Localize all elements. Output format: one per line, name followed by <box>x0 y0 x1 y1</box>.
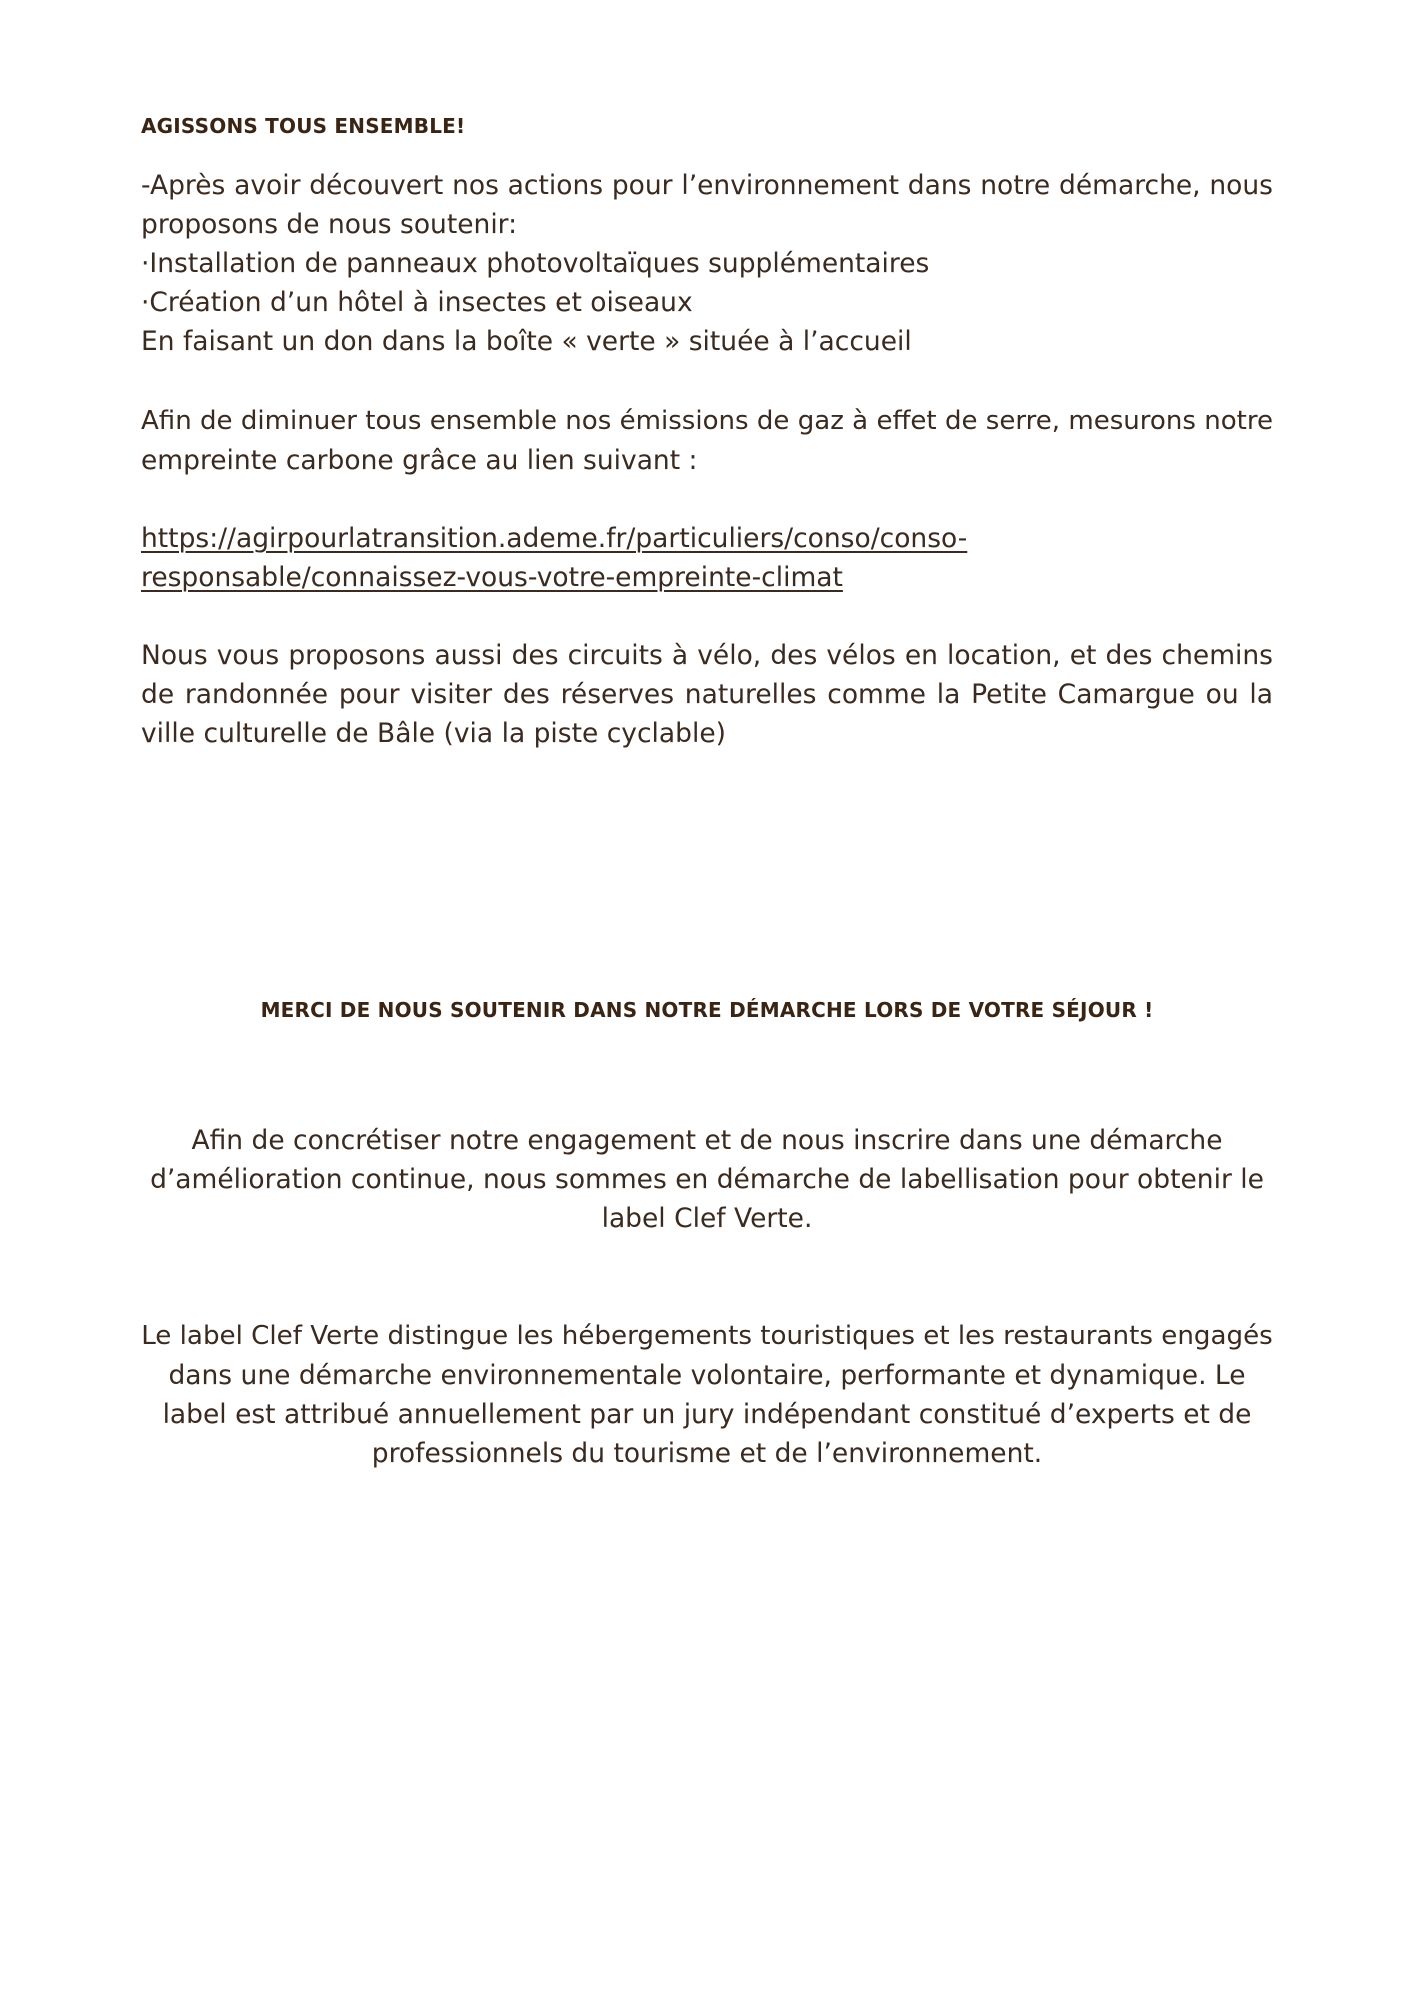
paragraph-line: professionnels du tourisme et de l’environnement. <box>371 1438 1043 1469</box>
paragraph-line: -Après avoir découvert nos actions pour l’environnement dans notre démarche, nous <box>141 170 1273 201</box>
paragraph-line: de randonnée pour visiter des réserves naturelles comme la Petite Camargue ou la <box>141 679 1273 710</box>
paragraph-labellisation <box>141 1121 1273 1238</box>
paragraph-line: Le label Clef Verte distingue les hébergements touristiques et les restaurants engagés <box>141 1321 1273 1351</box>
paragraph-line: Afin de concrétiser notre engagement et de nous inscrire dans une démarche <box>191 1125 1223 1156</box>
section-heading-merci: MERCI DE NOUS SOUTENIR DANS NOTRE DÉMARCHE LORS DE VOTRE SÉJOUR ! <box>260 998 1154 1022</box>
section-heading-agissons: AGISSONS TOUS ENSEMBLE! <box>141 114 466 138</box>
carbon-footprint-link[interactable]: https://agirpourlatransition.ademe.fr/particuliers/conso/conso- <box>141 523 968 554</box>
paragraph-line: Afin de diminuer tous ensemble nos émissions de gaz à effet de serre, mesurons notre <box>141 406 1273 436</box>
paragraph-actions <box>141 166 1273 361</box>
paragraph-line: label Clef Verte. <box>601 1203 813 1234</box>
paragraph-line: empreinte carbone grâce au lien suivant : <box>141 445 698 476</box>
paragraph-line: Nous vous proposons aussi des circuits à vélo, des vélos en location, et des chemins <box>141 640 1273 671</box>
paragraph-carbon-footprint <box>141 402 1273 480</box>
carbon-footprint-link-block[interactable] <box>141 519 1273 597</box>
carbon-footprint-link[interactable]: responsable/connaissez-vous-votre-empreinte-climat <box>141 562 843 593</box>
paragraph-line: label est attribué annuellement par un jury indépendant constitué d’experts et de <box>162 1399 1252 1430</box>
paragraph-clef-verte <box>141 1317 1273 1473</box>
paragraph-line: proposons de nous soutenir: <box>141 209 518 240</box>
paragraph-line: dans une démarche environnementale volontaire, performante et dynamique. Le <box>168 1360 1246 1391</box>
bullet-item: ·Installation de panneaux photovoltaïques supplémentaires <box>141 248 930 279</box>
paragraph-bike-circuits <box>141 636 1273 753</box>
paragraph-line: En faisant un don dans la boîte « verte » située à l’accueil <box>141 326 912 357</box>
bullet-item: ·Création d’un hôtel à insectes et oiseaux <box>141 287 693 318</box>
paragraph-line: d’amélioration continue, nous sommes en démarche de labellisation pour obtenir le <box>150 1164 1264 1195</box>
paragraph-line: ville culturelle de Bâle (via la piste cyclable) <box>141 718 726 749</box>
